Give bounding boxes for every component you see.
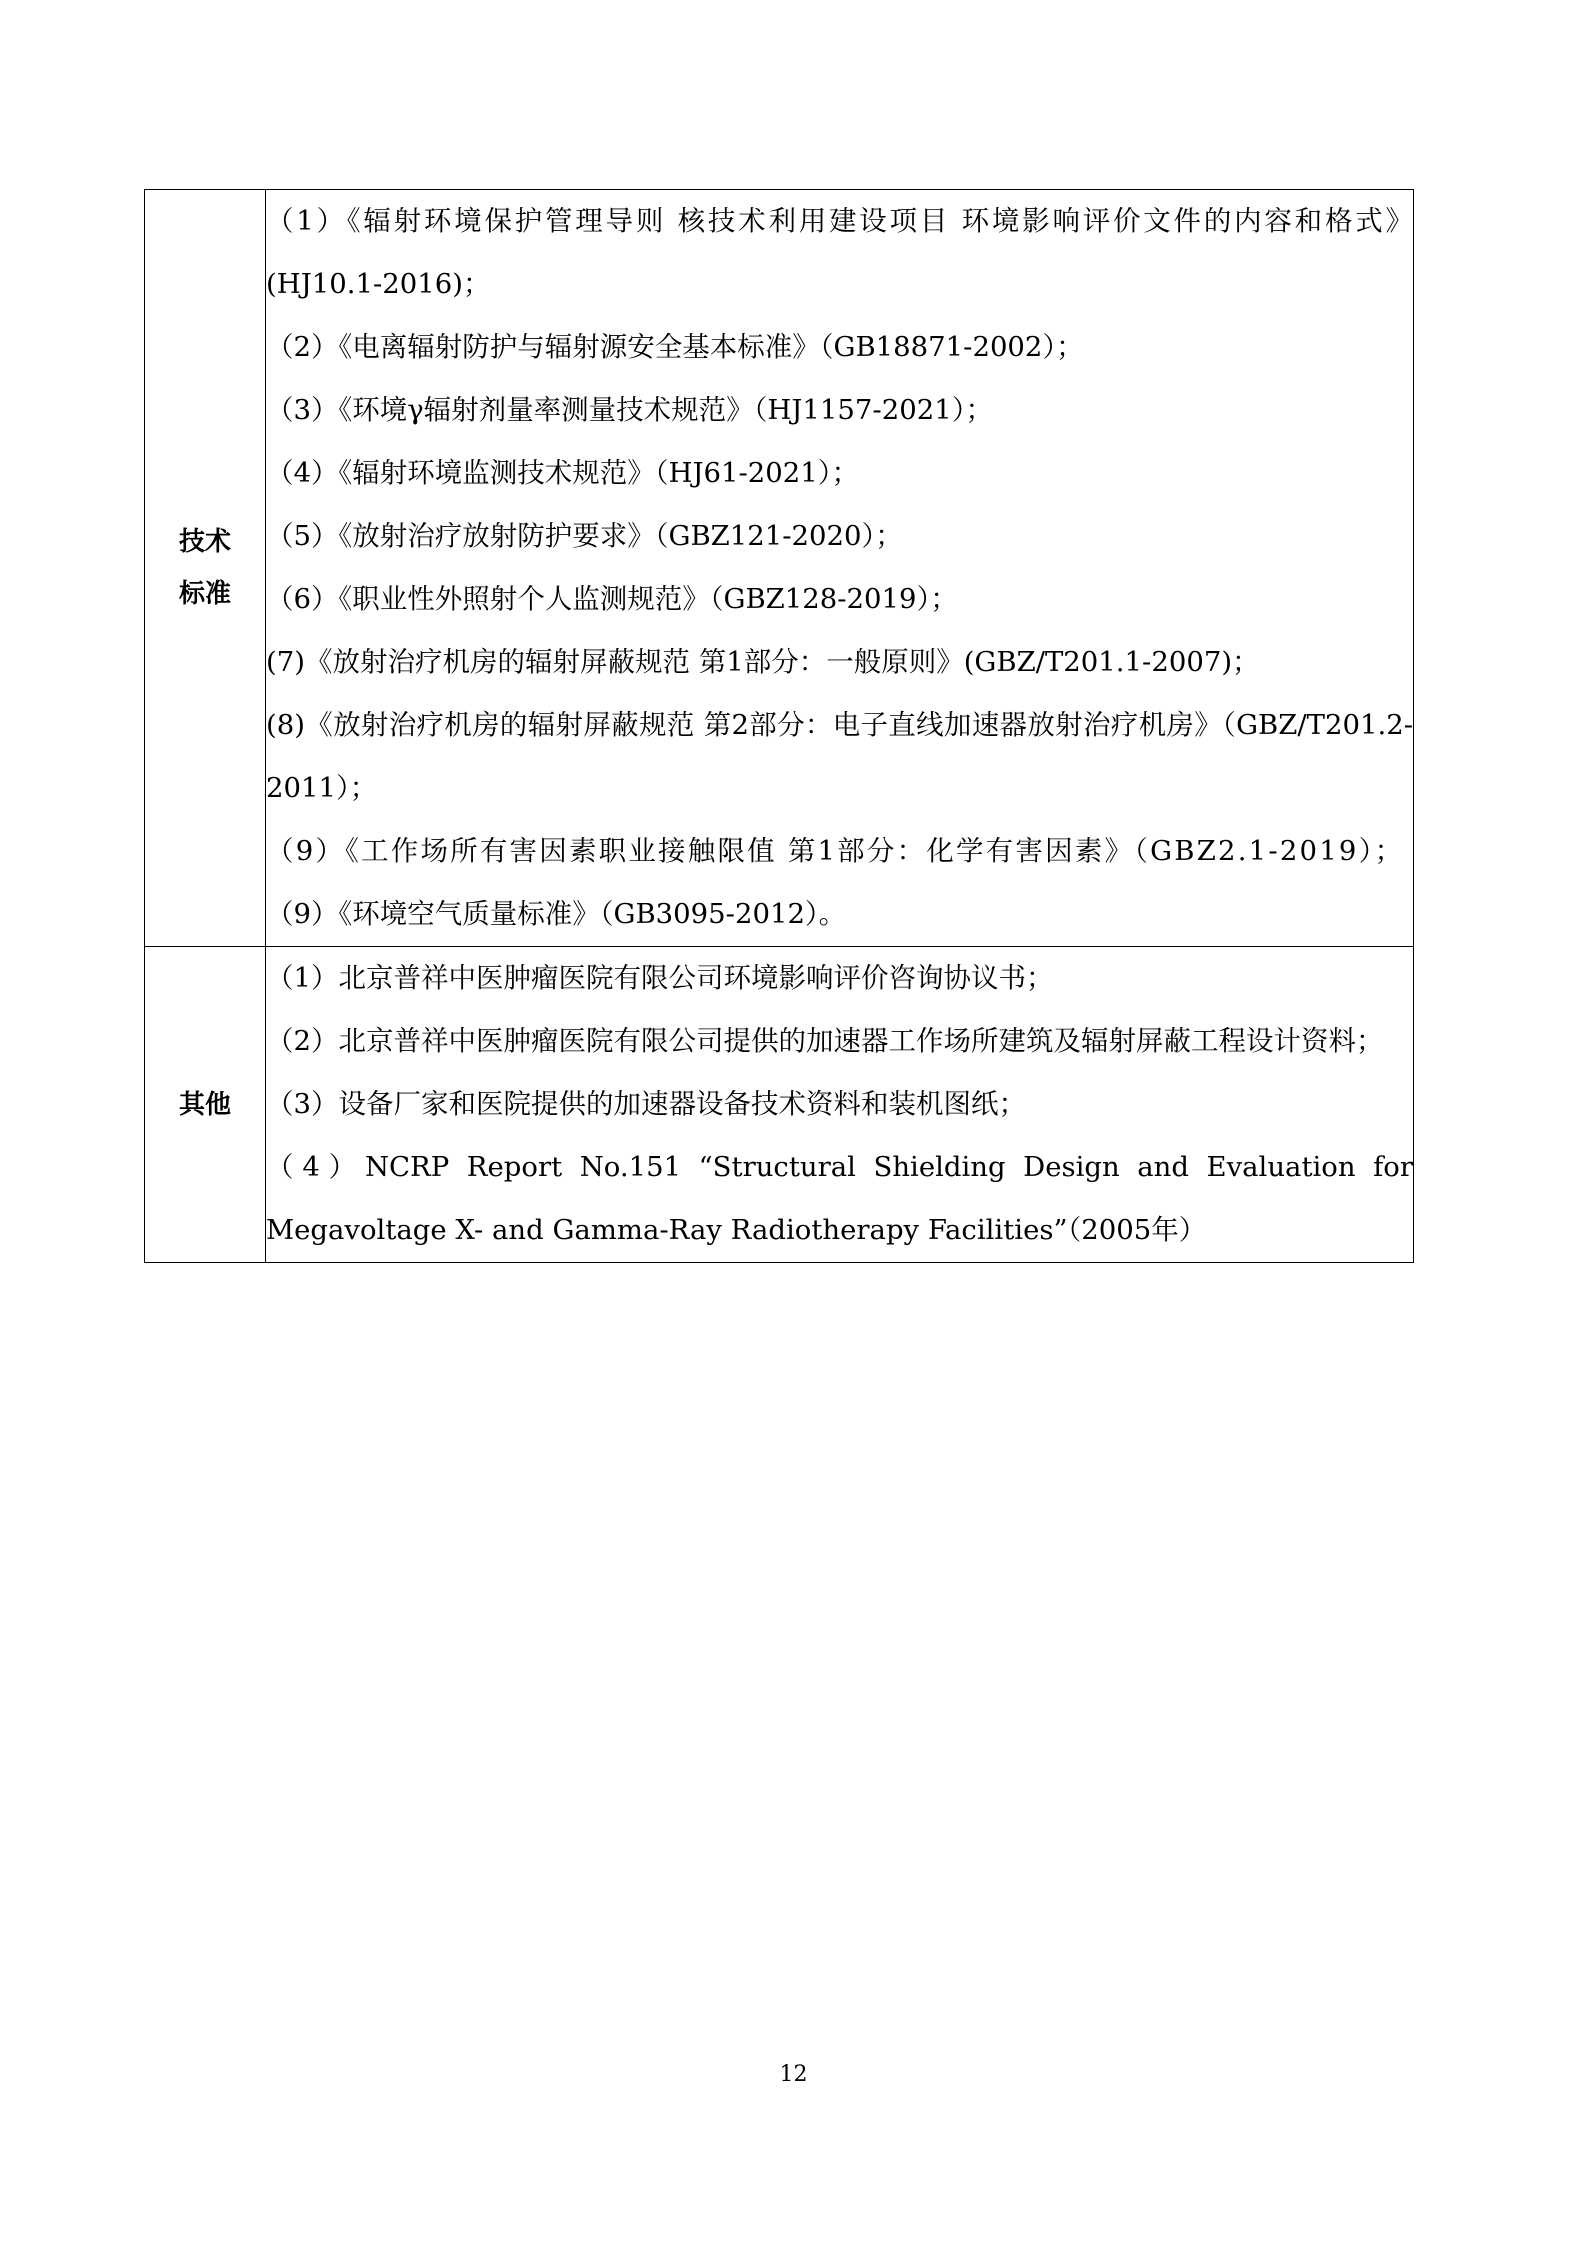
list-item: （9）《工作场所有害因素职业接触限值 第1部分：化学有害因素》（GBZ2.1-2019）； — [266, 835, 1405, 867]
list-item: （3）设备厂家和医院提供的加速器设备技术资料和装机图纸； — [266, 1088, 1026, 1120]
row-label-line: 其他 — [178, 1089, 231, 1120]
list-item: （4）NCRP Report No.151 “Structural Shielding Design and Evaluation for Megavoltage X- and Gamma-Ray Radiotherapy Facilities”（2005年） — [266, 1151, 1413, 1246]
row-label-technical-standards — [145, 190, 266, 947]
list-item: （5）《放射治疗放射防护要求》（GBZ121-2020）； — [266, 520, 903, 552]
row-label-other — [145, 947, 266, 1263]
row-content-technical-standards — [266, 190, 1414, 947]
table-row-other — [145, 947, 1414, 1263]
table-row-technical-standards — [145, 190, 1414, 947]
list-item: （2）《电离辐射防护与辐射源安全基本标准》（GB18871-2002）； — [266, 331, 1084, 363]
list-item: （2）北京普祥中医肿瘤医院有限公司提供的加速器工作场所建筑及辐射屏蔽工程设计资料； — [266, 1025, 1384, 1057]
list-item: （4）《辐射环境监测技术规范》（HJ61-2021）； — [266, 457, 860, 489]
page-number: 12 — [779, 2062, 808, 2087]
list-item: （6）《职业性外照射个人监测规范》（GBZ128-2019）； — [266, 583, 958, 615]
reference-table — [144, 189, 1414, 1263]
list-item: (8)《放射治疗机房的辐射屏蔽规范 第2部分：电子直线加速器放射治疗机房》（GBZ/T201.2-2011）； — [266, 709, 1413, 804]
row-label-line: 标准 — [178, 579, 231, 609]
list-item: （1）《辐射环境保护管理导则 核技术利用建设项目 环境影响评价文件的内容和格式》(HJ10.1-2016)； — [266, 205, 1413, 300]
list-item: (7)《放射治疗机房的辐射屏蔽规范 第1部分：一般原则》(GBZ/T201.1-2007)； — [266, 646, 1260, 678]
list-item: （1）北京普祥中医肿瘤医院有限公司环境影响评价咨询协议书； — [266, 962, 1054, 994]
list-item: （3）《环境γ辐射剂量率测量技术规范》（HJ1157-2021）； — [266, 394, 993, 426]
row-content-other — [266, 947, 1414, 1263]
list-item: （9）《环境空气质量标准》（GB3095-2012）。 — [266, 898, 847, 930]
row-label-line: 技术 — [178, 527, 231, 557]
